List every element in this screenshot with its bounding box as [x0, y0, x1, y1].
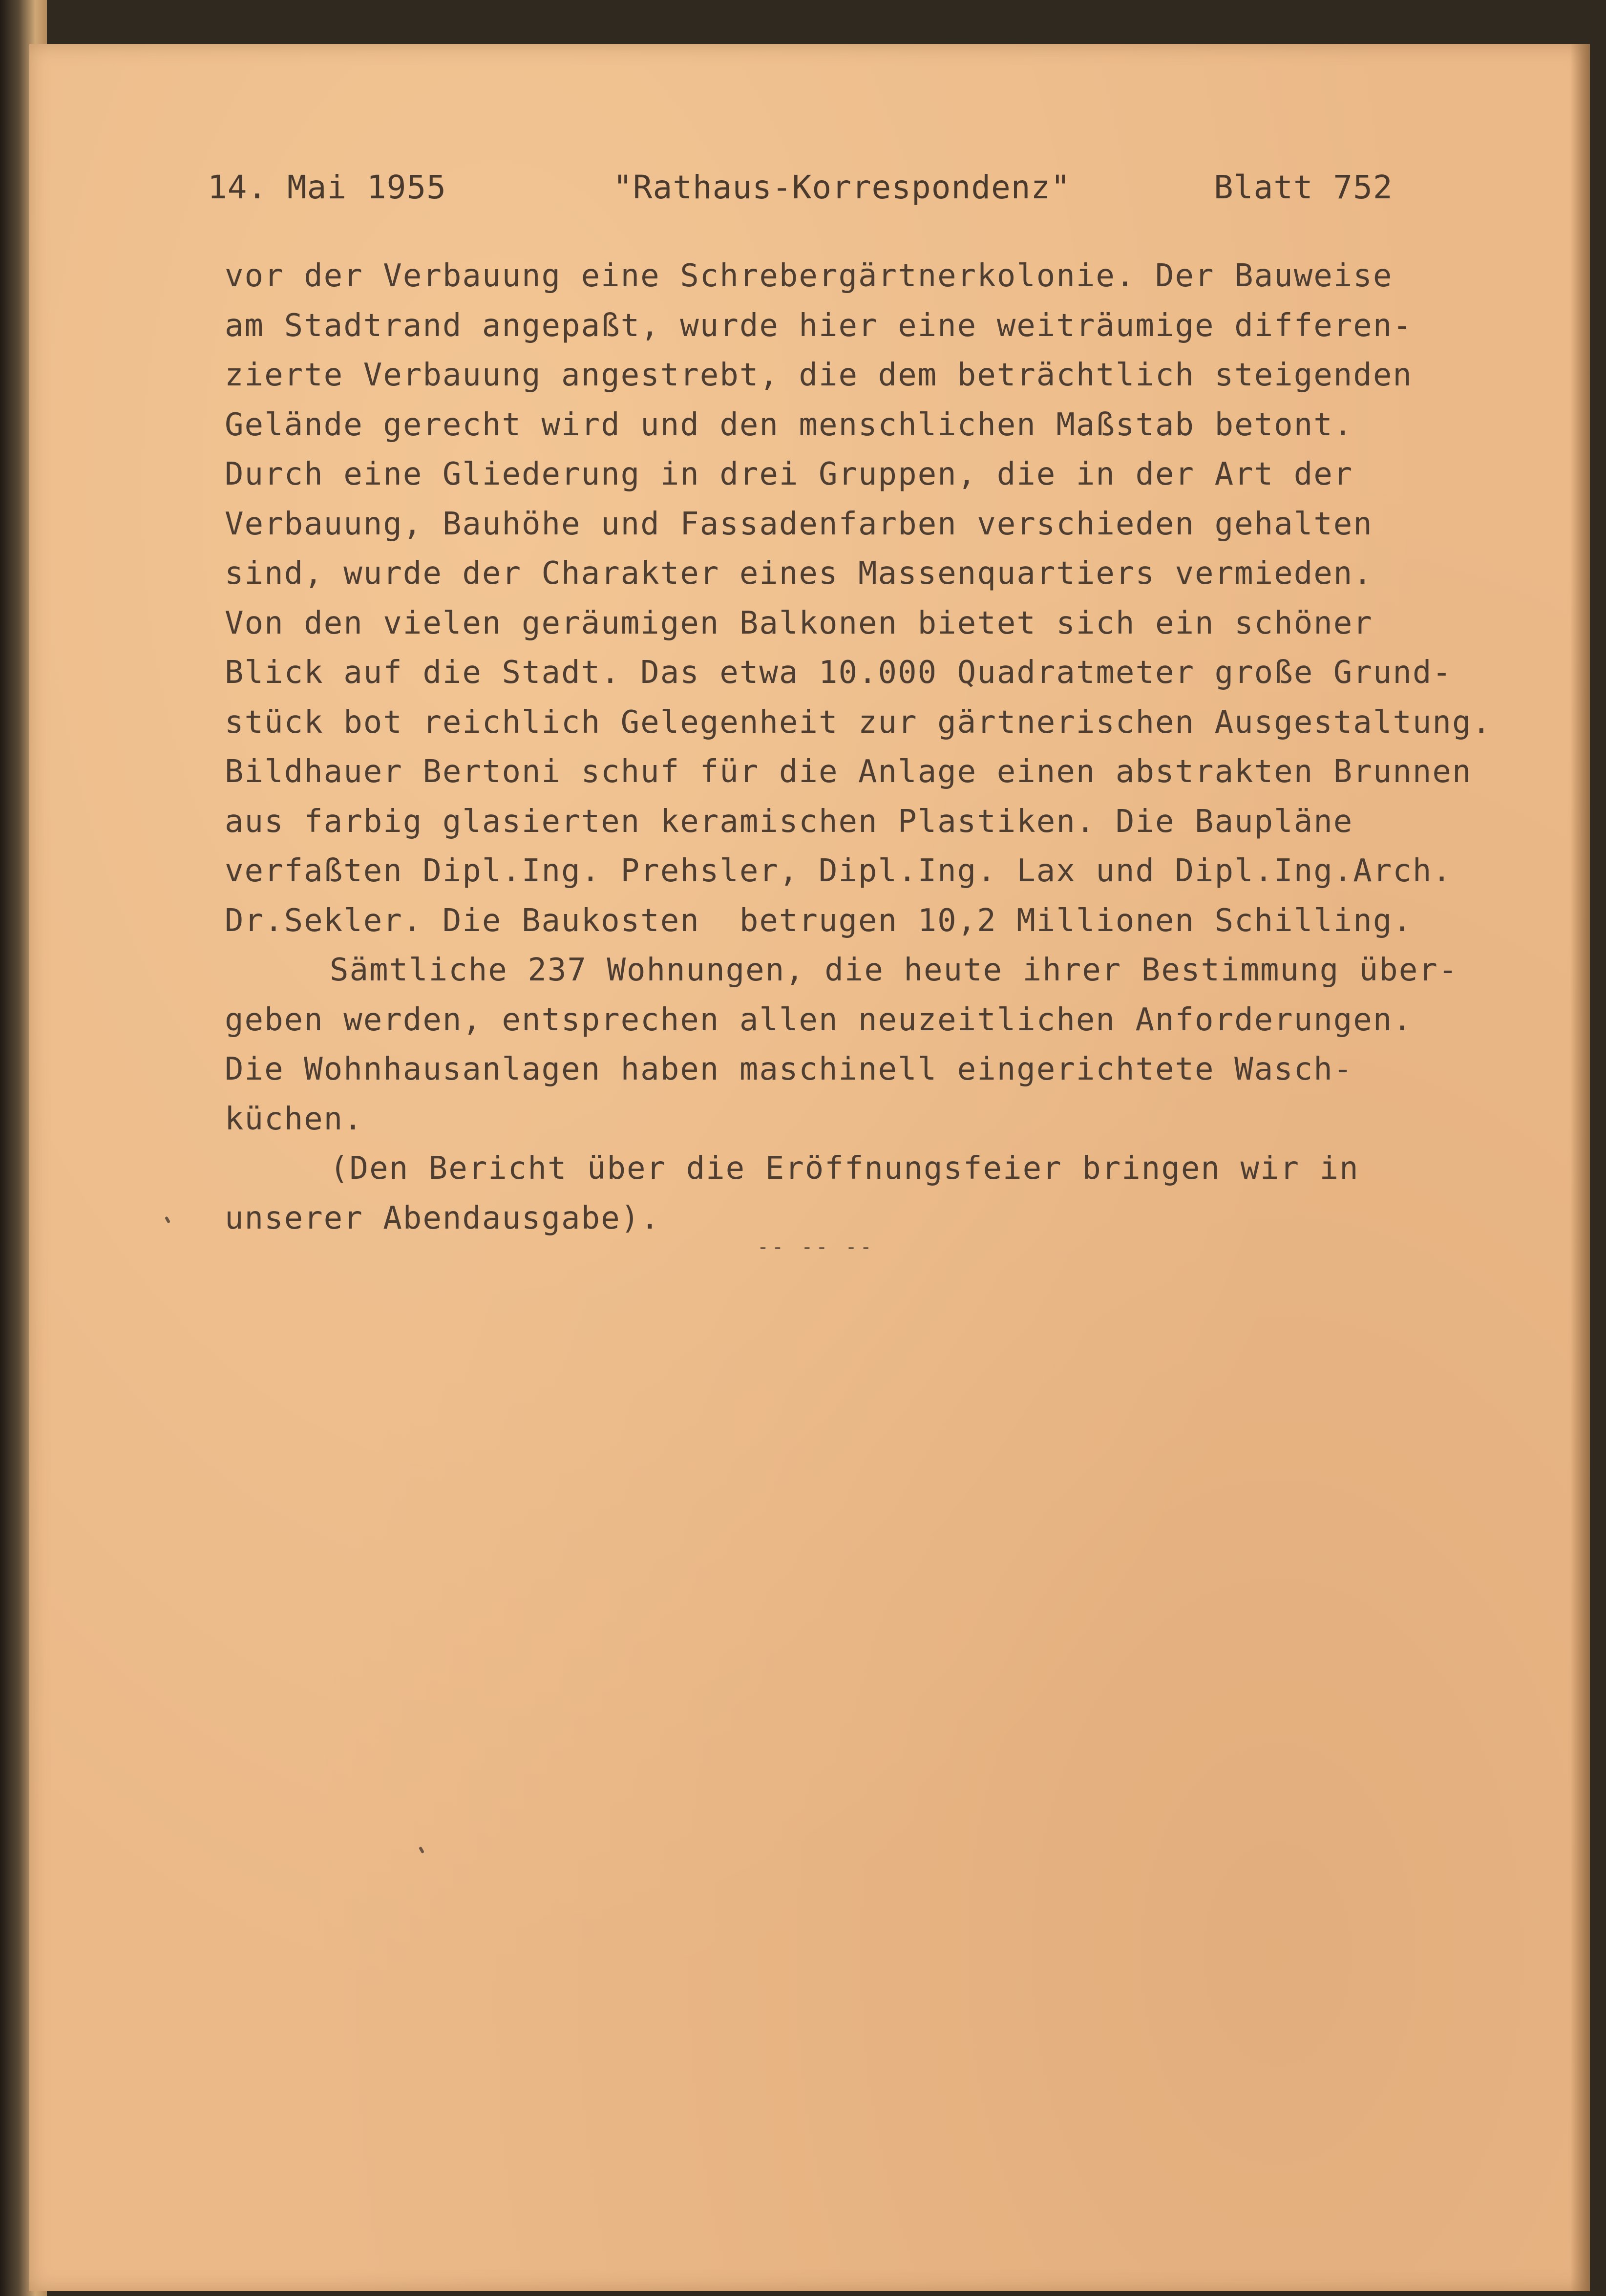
text-line: zierte Verbauung angestrebt, die dem beträchtlich steigenden — [225, 357, 1413, 393]
page-sheet — [29, 44, 1590, 2291]
text-line: vor der Verbauung eine Schrebergärtnerkolonie. Der Bauweise — [225, 258, 1393, 294]
text-line: verfaßten Dipl.Ing. Prehsler, Dipl.Ing. Lax und Dipl.Ing.Arch. — [225, 853, 1452, 889]
paper-speck — [165, 1216, 170, 1223]
text-line: unserer Abendausgabe). — [225, 1200, 660, 1236]
page-header — [208, 169, 1458, 217]
text-line: Gelände gerecht wird und den menschlichen Maßstab betont. — [225, 406, 1353, 443]
text-line: Blick auf die Stadt. Das etwa 10.000 Quadratmeter große Grund- — [225, 655, 1452, 691]
text-line: aus farbig glasierten keramischen Plastiken. Die Baupläne — [225, 803, 1353, 840]
end-of-article-mark: -- -- -- — [757, 1236, 875, 1258]
text-line: Die Wohnhausanlagen haben maschinell eingerichtete Wasch- — [225, 1051, 1353, 1087]
text-line: (Den Bericht über die Eröffnungsfeier bringen wir in — [330, 1150, 1359, 1187]
text-line: sind, wurde der Charakter eines Massenquartiers vermieden. — [225, 555, 1373, 592]
text-line: küchen. — [225, 1101, 363, 1137]
text-line: Dr.Sekler. Die Baukosten betrugen 10,2 Millionen Schilling. — [225, 902, 1413, 939]
header-date: 14. Mai 1955 — [208, 169, 446, 206]
page-edge-shadow — [1570, 44, 1590, 2291]
text-line: Sämtliche 237 Wohnungen, die heute ihrer Bestimmung über- — [330, 952, 1458, 988]
text-line: Verbauung, Bauhöhe und Fassadenfarben verschieden gehalten — [225, 506, 1373, 542]
text-line: stück bot reichlich Gelegenheit zur gärtnerischen Ausgestaltung. — [225, 704, 1492, 741]
header-publication: "Rathaus-Korrespondenz" — [613, 169, 1071, 206]
text-line: geben werden, entsprechen allen neuzeitlichen Anforderungen. — [225, 1001, 1413, 1038]
text-line: Durch eine Gliederung in drei Gruppen, die in der Art der — [225, 456, 1353, 492]
text-line: am Stadtrand angepaßt, wurde hier eine weiträumige differen- — [225, 307, 1413, 344]
body-text — [225, 252, 1514, 1243]
header-sheet-number: Blatt 752 — [1214, 169, 1393, 206]
text-line: Von den vielen geräumigen Balkonen bietet sich ein schöner — [225, 605, 1373, 641]
text-line: Bildhauer Bertoni schuf für die Anlage einen abstrakten Brunnen — [225, 754, 1472, 790]
paper-speck — [419, 1846, 424, 1853]
